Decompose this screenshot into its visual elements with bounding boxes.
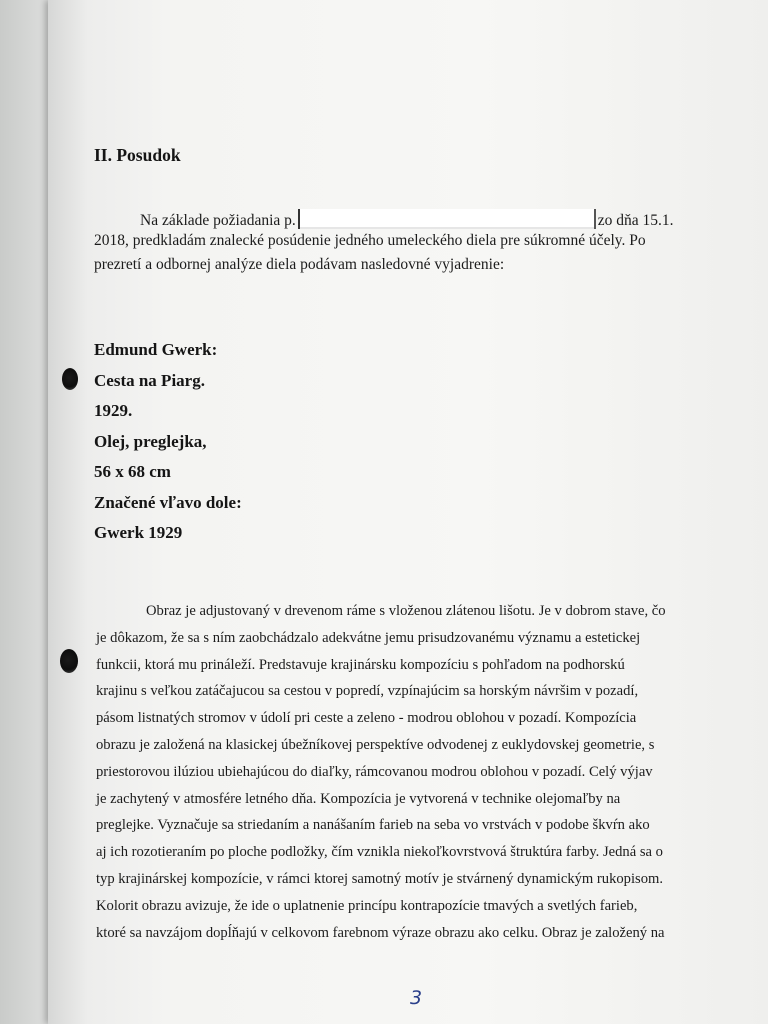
punch-hole-top bbox=[62, 368, 78, 390]
body-line: funkcii, ktorá mu prináleží. Predstavuje krajinársku kompozíciu s pohľadom na podhorskú bbox=[96, 656, 625, 673]
artwork-signature: Gwerk 1929 bbox=[94, 523, 183, 542]
artwork-signature-label: Značené vľavo dole: bbox=[94, 492, 242, 512]
body-paragraph bbox=[96, 598, 686, 946]
body-line: Obraz je adjustovaný v drevenom ráme s vloženou zlátenou lišotu. Je v dobrom stave, čo bbox=[146, 603, 666, 619]
section-heading: II. Posudok bbox=[94, 145, 181, 165]
page-number: 3 bbox=[410, 987, 423, 1009]
intro-line-3: prezretí a odbornej analýze diela podávam nasledovné vyjadrenie: bbox=[94, 256, 505, 273]
artwork-size: 56 x 68 cm bbox=[94, 462, 171, 481]
artwork-details bbox=[94, 335, 242, 549]
body-line: pásom listnatých stromov v údolí pri ceste a zeleno - modrou oblohou v pozadí. Kompozícia bbox=[96, 710, 637, 727]
redacted-name bbox=[298, 209, 596, 229]
intro-text-before: Na základe požiadania p. bbox=[140, 212, 296, 229]
intro-text-after: zo dňa 15.1. bbox=[597, 212, 674, 229]
body-line: typ krajinárskej kompozície, v rámci ktorej samotný motív je stvárnený dynamickým rukopisom. bbox=[96, 870, 664, 887]
artwork-title: Cesta na Piarg. bbox=[94, 370, 205, 390]
body-line: priestorovou ilúziou ubiehajúcou do diaľky, rámcovanou modrou oblohou v pozadí. Celý výjav bbox=[96, 763, 653, 780]
body-line: ktoré sa navzájom dopĺňajú v celkovom farebnom výraze obrazu ako celku. Obraz je založený na bbox=[96, 924, 665, 941]
body-line: obrazu je založená na klasickej úbežníkovej perspektíve odvodenej z euklydovskej geometrie, s bbox=[96, 736, 655, 753]
body-line: je dôkazom, že sa s ním zaobchádzalo adekvátne jemu prisudzovanému významu a estetickej bbox=[96, 629, 641, 646]
punch-hole-bottom bbox=[60, 649, 78, 673]
body-line: Kolorit obrazu avizuje, že ide o uplatnenie princípu kontrapozície tmavých a svetlých farieb, bbox=[96, 897, 638, 914]
artwork-artist: Edmund Gwerk: bbox=[94, 340, 218, 359]
body-line: je zachytený v atmosfére letného dňa. Kompozícia je vytvorená v technike olejomaľby na bbox=[96, 790, 621, 807]
body-line: preglejke. Vyznačuje sa striedaním a nanášaním farieb na seba vo vrstvách v podobe škvŕn ako bbox=[96, 817, 650, 834]
body-line: aj ich rozotieraním po ploche podložky, čím vznikla niekoľkovrstvová štruktúra farby. Jedná sa o bbox=[96, 844, 663, 861]
intro-paragraph bbox=[94, 205, 694, 277]
artwork-year: 1929. bbox=[94, 401, 133, 420]
body-line: krajinu s veľkou zatáčajucou sa cestou v popredí, vzpínajúcim sa horským návršim v pozadí, bbox=[96, 683, 639, 700]
intro-line-1 bbox=[94, 205, 694, 229]
intro-line-2: 2018, predkladám znalecké posúdenie jedného umeleckého diela pre súkromné účely. Po bbox=[94, 232, 646, 249]
artwork-medium: Olej, preglejka, bbox=[94, 431, 207, 451]
